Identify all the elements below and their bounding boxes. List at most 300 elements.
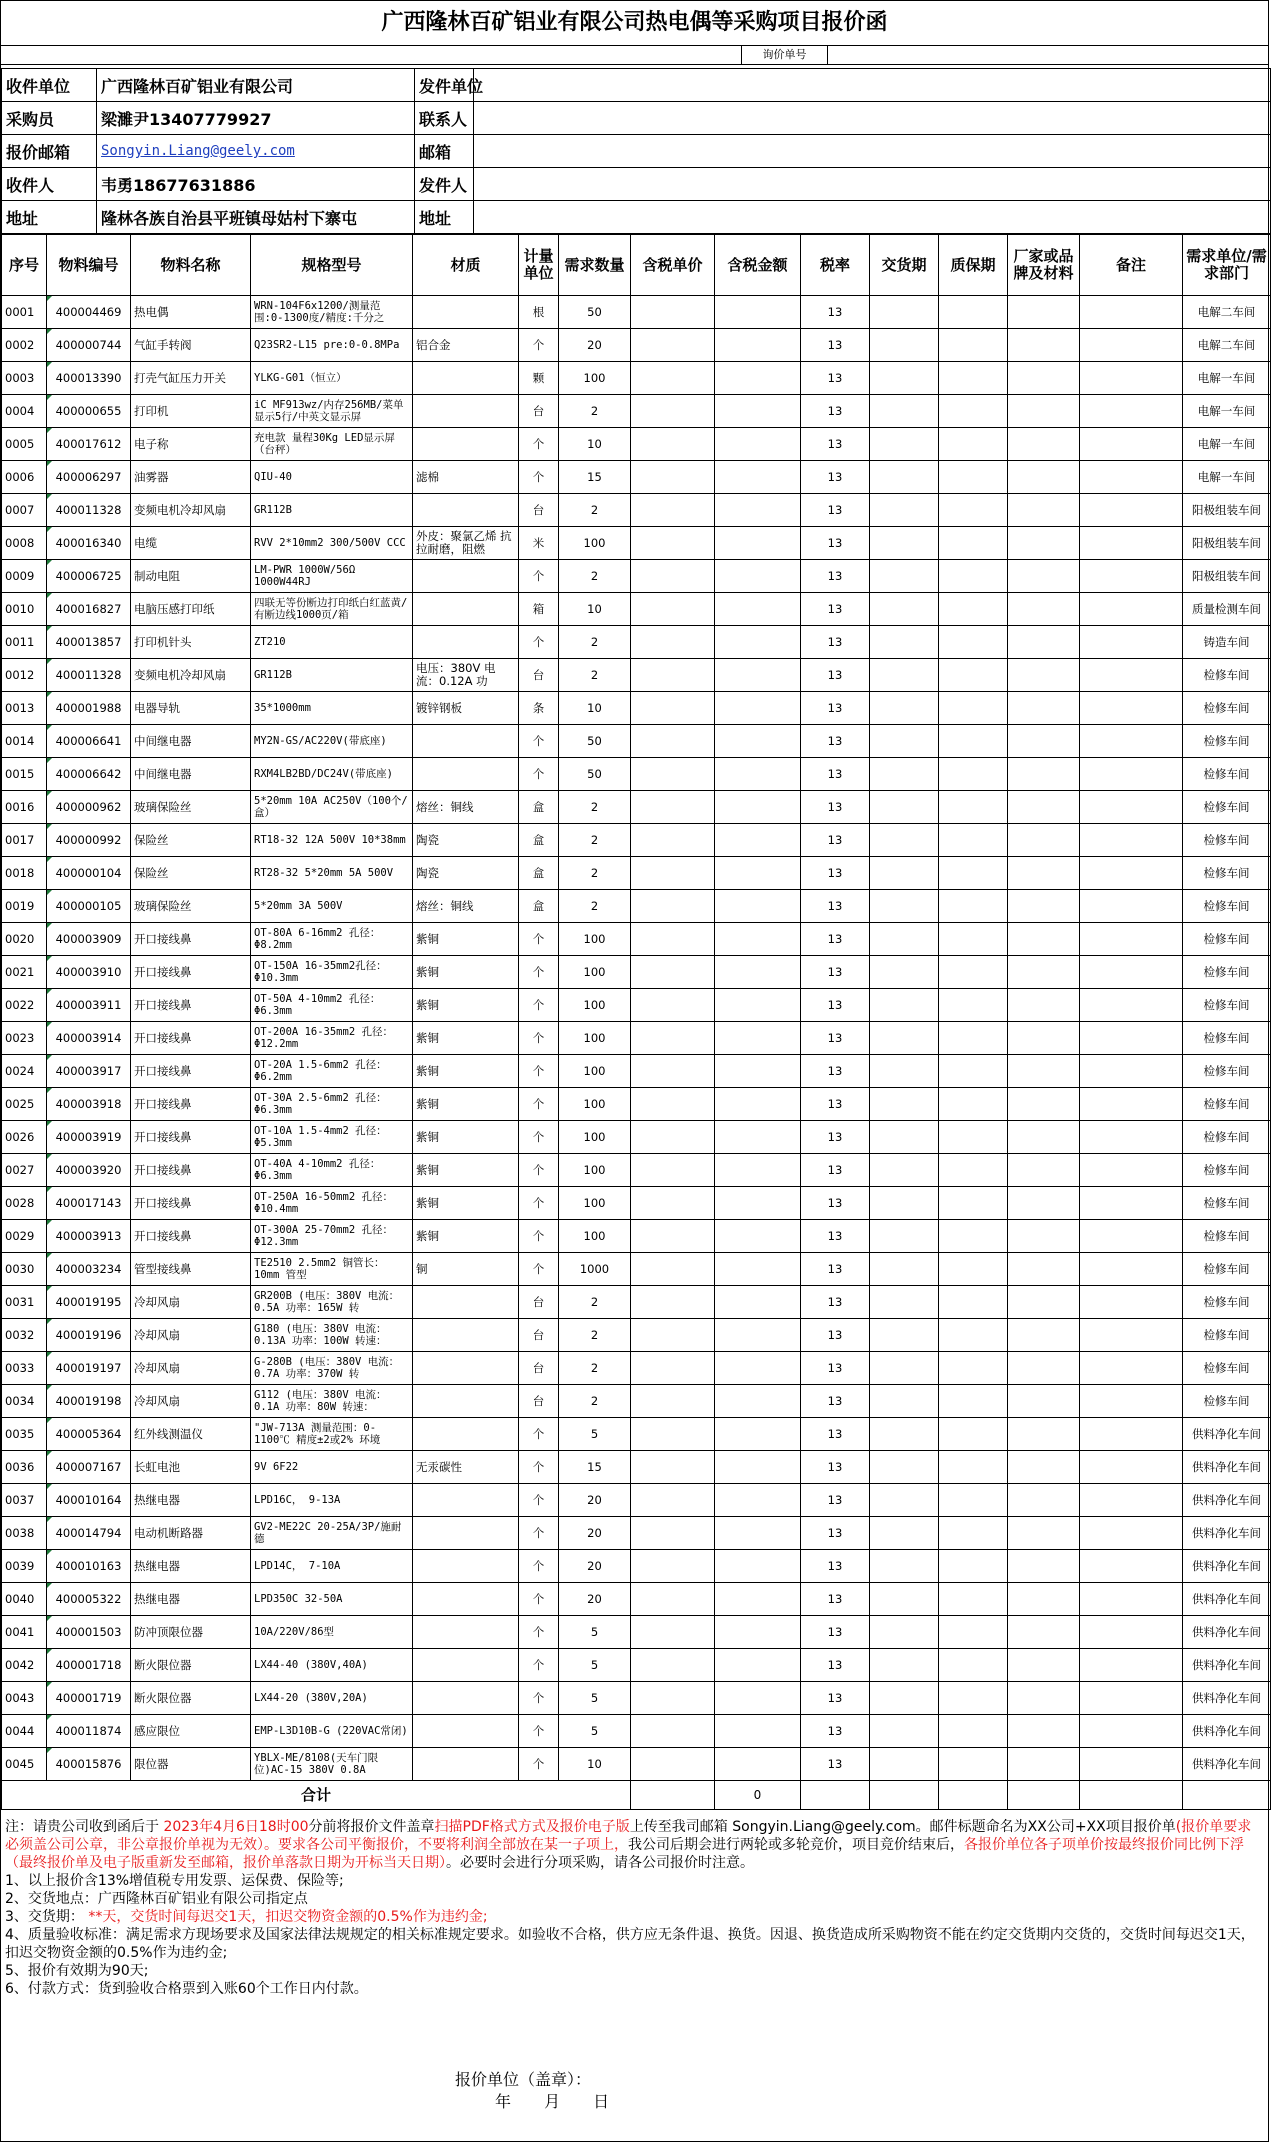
- row-remark[interactable]: [1080, 1286, 1183, 1319]
- row-brand[interactable]: [1008, 659, 1080, 692]
- row-warranty[interactable]: [939, 1121, 1008, 1154]
- row-warranty[interactable]: [939, 527, 1008, 560]
- row-amount[interactable]: [715, 626, 801, 659]
- row-unit-price[interactable]: [631, 857, 715, 890]
- row-brand[interactable]: [1008, 758, 1080, 791]
- row-amount[interactable]: [715, 1418, 801, 1451]
- row-seq: 0020: [2, 923, 47, 956]
- row-warranty[interactable]: [939, 824, 1008, 857]
- row-brand[interactable]: [1008, 857, 1080, 890]
- row-brand[interactable]: [1008, 1187, 1080, 1220]
- row-warranty[interactable]: [939, 593, 1008, 626]
- row-unit-price[interactable]: [631, 362, 715, 395]
- row-brand[interactable]: [1008, 1352, 1080, 1385]
- row-warranty[interactable]: [939, 1187, 1008, 1220]
- row-delivery[interactable]: [870, 1616, 939, 1649]
- row-brand[interactable]: [1008, 956, 1080, 989]
- row-brand[interactable]: [1008, 329, 1080, 362]
- row-remark[interactable]: [1080, 1055, 1183, 1088]
- row-unit-price[interactable]: [631, 1286, 715, 1319]
- row-amount[interactable]: [715, 527, 801, 560]
- row-warranty[interactable]: [939, 296, 1008, 329]
- row-unit-price[interactable]: [631, 1319, 715, 1352]
- row-delivery[interactable]: [870, 1352, 939, 1385]
- row-delivery[interactable]: [870, 1286, 939, 1319]
- row-amount[interactable]: [715, 791, 801, 824]
- row-remark[interactable]: [1080, 428, 1183, 461]
- row-unit-price[interactable]: [631, 1748, 715, 1781]
- row-delivery[interactable]: [870, 659, 939, 692]
- row-amount[interactable]: [715, 1352, 801, 1385]
- row-remark[interactable]: [1080, 725, 1183, 758]
- row-remark[interactable]: [1080, 1121, 1183, 1154]
- row-delivery[interactable]: [870, 1649, 939, 1682]
- row-remark[interactable]: [1080, 1583, 1183, 1616]
- row-warranty[interactable]: [939, 659, 1008, 692]
- row-amount[interactable]: [715, 725, 801, 758]
- row-remark[interactable]: [1080, 1220, 1183, 1253]
- row-amount[interactable]: [715, 296, 801, 329]
- sender-unit-value[interactable]: [474, 69, 1271, 102]
- row-warranty[interactable]: [939, 1418, 1008, 1451]
- row-amount[interactable]: [715, 593, 801, 626]
- row-unit-price[interactable]: [631, 1187, 715, 1220]
- row-amount[interactable]: [715, 659, 801, 692]
- row-material: 镀锌钢板: [413, 692, 519, 725]
- row-quantity: 2: [559, 824, 631, 857]
- row-remark[interactable]: [1080, 1253, 1183, 1286]
- row-unit-price[interactable]: [631, 890, 715, 923]
- row-remark[interactable]: [1080, 494, 1183, 527]
- row-material: 熔丝：铜线: [413, 890, 519, 923]
- row-brand[interactable]: [1008, 923, 1080, 956]
- row-delivery[interactable]: [870, 956, 939, 989]
- row-unit-price[interactable]: [631, 1055, 715, 1088]
- row-amount[interactable]: [715, 395, 801, 428]
- row-unit-price[interactable]: [631, 329, 715, 362]
- row-unit-price[interactable]: [631, 560, 715, 593]
- row-warranty[interactable]: [939, 692, 1008, 725]
- row-amount[interactable]: [715, 890, 801, 923]
- row-brand[interactable]: [1008, 890, 1080, 923]
- row-delivery[interactable]: [870, 296, 939, 329]
- row-seq: 0002: [2, 329, 47, 362]
- row-unit-price[interactable]: [631, 395, 715, 428]
- row-unit-price[interactable]: [631, 296, 715, 329]
- row-brand[interactable]: [1008, 1319, 1080, 1352]
- row-remark[interactable]: [1080, 1187, 1183, 1220]
- row-warranty[interactable]: [939, 1253, 1008, 1286]
- row-unit-price[interactable]: [631, 527, 715, 560]
- row-amount[interactable]: [715, 1253, 801, 1286]
- row-brand[interactable]: [1008, 626, 1080, 659]
- row-brand[interactable]: [1008, 1385, 1080, 1418]
- row-delivery[interactable]: [870, 395, 939, 428]
- row-brand[interactable]: [1008, 593, 1080, 626]
- row-amount[interactable]: [715, 956, 801, 989]
- row-delivery[interactable]: [870, 758, 939, 791]
- row-delivery[interactable]: [870, 1088, 939, 1121]
- row-delivery[interactable]: [870, 791, 939, 824]
- row-amount[interactable]: [715, 1616, 801, 1649]
- row-unit-price[interactable]: [631, 692, 715, 725]
- row-amount[interactable]: [715, 857, 801, 890]
- row-warranty[interactable]: [939, 329, 1008, 362]
- row-unit-price[interactable]: [631, 626, 715, 659]
- row-delivery[interactable]: [870, 1022, 939, 1055]
- row-remark[interactable]: [1080, 1550, 1183, 1583]
- row-warranty[interactable]: [939, 1055, 1008, 1088]
- row-amount[interactable]: [715, 923, 801, 956]
- row-delivery[interactable]: [870, 560, 939, 593]
- row-department: 检修车间: [1183, 1121, 1271, 1154]
- row-warranty[interactable]: [939, 1616, 1008, 1649]
- row-amount[interactable]: [715, 989, 801, 1022]
- row-delivery[interactable]: [870, 890, 939, 923]
- row-delivery[interactable]: [870, 857, 939, 890]
- row-delivery[interactable]: [870, 1187, 939, 1220]
- row-department: 供料净化车间: [1183, 1715, 1271, 1748]
- row-remark[interactable]: [1080, 1088, 1183, 1121]
- row-unit-price[interactable]: [631, 1220, 715, 1253]
- row-delivery[interactable]: [870, 1682, 939, 1715]
- row-amount[interactable]: [715, 1748, 801, 1781]
- row-delivery[interactable]: [870, 1385, 939, 1418]
- table-row: [2, 923, 1271, 956]
- contact-value[interactable]: [474, 102, 1271, 135]
- row-delivery[interactable]: [870, 1451, 939, 1484]
- row-unit-price[interactable]: [631, 428, 715, 461]
- row-delivery[interactable]: [870, 1121, 939, 1154]
- notes-section: [1, 1810, 1268, 1998]
- row-remark[interactable]: [1080, 857, 1183, 890]
- row-delivery[interactable]: [870, 626, 939, 659]
- table-row: [2, 362, 1271, 395]
- row-unit-price[interactable]: [631, 1682, 715, 1715]
- row-remark[interactable]: [1080, 296, 1183, 329]
- row-amount[interactable]: [715, 362, 801, 395]
- row-remark[interactable]: [1080, 659, 1183, 692]
- row-remark[interactable]: [1080, 1616, 1183, 1649]
- row-warranty[interactable]: [939, 791, 1008, 824]
- row-warranty[interactable]: [939, 461, 1008, 494]
- row-unit-price[interactable]: [631, 1418, 715, 1451]
- row-unit-price[interactable]: [631, 956, 715, 989]
- inquiry-number-value[interactable]: [827, 46, 1268, 64]
- row-amount[interactable]: [715, 1154, 801, 1187]
- row-unit-price[interactable]: [631, 1385, 715, 1418]
- row-brand[interactable]: [1008, 1286, 1080, 1319]
- row-remark[interactable]: [1080, 1451, 1183, 1484]
- row-warranty[interactable]: [939, 725, 1008, 758]
- address2-label: 地址: [415, 201, 474, 234]
- row-remark[interactable]: [1080, 560, 1183, 593]
- row-warranty[interactable]: [939, 1583, 1008, 1616]
- row-brand[interactable]: [1008, 725, 1080, 758]
- row-amount[interactable]: [715, 1121, 801, 1154]
- row-delivery[interactable]: [870, 362, 939, 395]
- row-warranty[interactable]: [939, 890, 1008, 923]
- row-seq: 0014: [2, 725, 47, 758]
- row-warranty[interactable]: [939, 1748, 1008, 1781]
- row-unit-price[interactable]: [631, 989, 715, 1022]
- row-brand[interactable]: [1008, 989, 1080, 1022]
- row-remark[interactable]: [1080, 1154, 1183, 1187]
- row-remark[interactable]: [1080, 626, 1183, 659]
- row-warranty[interactable]: [939, 395, 1008, 428]
- row-delivery[interactable]: [870, 1154, 939, 1187]
- row-brand[interactable]: [1008, 1517, 1080, 1550]
- row-warranty[interactable]: [939, 626, 1008, 659]
- row-brand[interactable]: [1008, 1451, 1080, 1484]
- row-unit-price[interactable]: [631, 1451, 715, 1484]
- row-unit-price[interactable]: [631, 791, 715, 824]
- row-amount[interactable]: [715, 461, 801, 494]
- row-remark[interactable]: [1080, 1319, 1183, 1352]
- row-brand[interactable]: [1008, 494, 1080, 527]
- row-remark[interactable]: [1080, 1517, 1183, 1550]
- row-material: [413, 1286, 519, 1319]
- row-brand[interactable]: [1008, 1055, 1080, 1088]
- row-brand[interactable]: [1008, 1682, 1080, 1715]
- row-warranty[interactable]: [939, 362, 1008, 395]
- row-brand[interactable]: [1008, 395, 1080, 428]
- row-brand[interactable]: [1008, 791, 1080, 824]
- row-brand[interactable]: [1008, 1649, 1080, 1682]
- row-delivery[interactable]: [870, 593, 939, 626]
- row-remark[interactable]: [1080, 956, 1183, 989]
- row-amount[interactable]: [715, 428, 801, 461]
- row-brand[interactable]: [1008, 527, 1080, 560]
- row-warranty[interactable]: [939, 1484, 1008, 1517]
- row-brand[interactable]: [1008, 428, 1080, 461]
- row-brand[interactable]: [1008, 1550, 1080, 1583]
- row-brand[interactable]: [1008, 296, 1080, 329]
- row-delivery[interactable]: [870, 527, 939, 560]
- row-unit-price[interactable]: [631, 1550, 715, 1583]
- row-amount[interactable]: [715, 824, 801, 857]
- row-remark[interactable]: [1080, 758, 1183, 791]
- row-brand[interactable]: [1008, 1616, 1080, 1649]
- row-delivery[interactable]: [870, 494, 939, 527]
- row-warranty[interactable]: [939, 494, 1008, 527]
- row-remark[interactable]: [1080, 1748, 1183, 1781]
- row-unit-price[interactable]: [631, 1121, 715, 1154]
- row-brand[interactable]: [1008, 1088, 1080, 1121]
- row-delivery[interactable]: [870, 1220, 939, 1253]
- row-amount[interactable]: [715, 1517, 801, 1550]
- row-warranty[interactable]: [939, 1286, 1008, 1319]
- row-delivery[interactable]: [870, 1583, 939, 1616]
- mail-value[interactable]: [474, 135, 1271, 168]
- address2-value[interactable]: [474, 201, 1271, 234]
- row-amount[interactable]: [715, 1715, 801, 1748]
- row-unit-price[interactable]: [631, 1352, 715, 1385]
- row-remark[interactable]: [1080, 1715, 1183, 1748]
- row-amount[interactable]: [715, 329, 801, 362]
- row-warranty[interactable]: [939, 1352, 1008, 1385]
- row-unit-price[interactable]: [631, 461, 715, 494]
- row-brand[interactable]: [1008, 1253, 1080, 1286]
- table-row: [2, 1253, 1271, 1286]
- row-brand[interactable]: [1008, 1583, 1080, 1616]
- row-delivery[interactable]: [870, 1517, 939, 1550]
- row-brand[interactable]: [1008, 1220, 1080, 1253]
- row-amount[interactable]: [715, 1319, 801, 1352]
- row-unit-price[interactable]: [631, 1154, 715, 1187]
- row-brand[interactable]: [1008, 692, 1080, 725]
- row-remark[interactable]: [1080, 1385, 1183, 1418]
- row-amount[interactable]: [715, 1682, 801, 1715]
- row-warranty[interactable]: [939, 1022, 1008, 1055]
- row-warranty[interactable]: [939, 560, 1008, 593]
- row-unit-price[interactable]: [631, 923, 715, 956]
- row-amount[interactable]: [715, 1187, 801, 1220]
- row-remark[interactable]: [1080, 527, 1183, 560]
- row-remark[interactable]: [1080, 824, 1183, 857]
- row-delivery[interactable]: [870, 1253, 939, 1286]
- row-amount[interactable]: [715, 1385, 801, 1418]
- row-delivery[interactable]: [870, 1319, 939, 1352]
- row-remark[interactable]: [1080, 593, 1183, 626]
- row-amount[interactable]: [715, 692, 801, 725]
- row-delivery[interactable]: [870, 725, 939, 758]
- row-unit-price[interactable]: [631, 1583, 715, 1616]
- row-delivery[interactable]: [870, 923, 939, 956]
- row-amount[interactable]: [715, 1286, 801, 1319]
- row-unit-price[interactable]: [631, 593, 715, 626]
- row-warranty[interactable]: [939, 1517, 1008, 1550]
- row-remark[interactable]: [1080, 1484, 1183, 1517]
- row-remark[interactable]: [1080, 329, 1183, 362]
- row-remark[interactable]: [1080, 362, 1183, 395]
- row-warranty[interactable]: [939, 1715, 1008, 1748]
- row-amount[interactable]: [715, 1220, 801, 1253]
- row-amount[interactable]: [715, 1055, 801, 1088]
- row-brand[interactable]: [1008, 1715, 1080, 1748]
- row-amount[interactable]: [715, 1484, 801, 1517]
- row-amount[interactable]: [715, 1583, 801, 1616]
- row-brand[interactable]: [1008, 362, 1080, 395]
- row-delivery[interactable]: [870, 824, 939, 857]
- row-unit-price[interactable]: [631, 659, 715, 692]
- row-brand[interactable]: [1008, 1748, 1080, 1781]
- row-unit-price[interactable]: [631, 1649, 715, 1682]
- row-delivery[interactable]: [870, 1748, 939, 1781]
- row-unit-price[interactable]: [631, 1517, 715, 1550]
- row-brand[interactable]: [1008, 1121, 1080, 1154]
- row-delivery[interactable]: [870, 692, 939, 725]
- row-warranty[interactable]: [939, 1220, 1008, 1253]
- row-warranty[interactable]: [939, 758, 1008, 791]
- row-remark[interactable]: [1080, 923, 1183, 956]
- row-warranty[interactable]: [939, 989, 1008, 1022]
- row-brand[interactable]: [1008, 1418, 1080, 1451]
- row-remark[interactable]: [1080, 1682, 1183, 1715]
- row-warranty[interactable]: [939, 1088, 1008, 1121]
- row-amount[interactable]: [715, 1550, 801, 1583]
- row-unit-price[interactable]: [631, 1616, 715, 1649]
- row-unit-price[interactable]: [631, 1715, 715, 1748]
- row-unit-price[interactable]: [631, 758, 715, 791]
- row-remark[interactable]: [1080, 461, 1183, 494]
- row-warranty[interactable]: [939, 1550, 1008, 1583]
- row-delivery[interactable]: [870, 461, 939, 494]
- row-warranty[interactable]: [939, 1451, 1008, 1484]
- row-warranty[interactable]: [939, 1649, 1008, 1682]
- row-unit-price[interactable]: [631, 1253, 715, 1286]
- row-unit-price[interactable]: [631, 824, 715, 857]
- row-remark[interactable]: [1080, 890, 1183, 923]
- row-brand[interactable]: [1008, 1154, 1080, 1187]
- row-delivery[interactable]: [870, 1550, 939, 1583]
- row-seq: 0006: [2, 461, 47, 494]
- row-warranty[interactable]: [939, 1319, 1008, 1352]
- row-brand[interactable]: [1008, 461, 1080, 494]
- row-amount[interactable]: [715, 1649, 801, 1682]
- row-brand[interactable]: [1008, 560, 1080, 593]
- row-delivery[interactable]: [870, 329, 939, 362]
- row-unit-price[interactable]: [631, 1022, 715, 1055]
- row-unit-price[interactable]: [631, 1484, 715, 1517]
- row-brand[interactable]: [1008, 1022, 1080, 1055]
- row-amount[interactable]: [715, 1088, 801, 1121]
- document-title: 广西隆林百矿铝业有限公司热电偶等采购项目报价函: [1, 1, 1268, 46]
- row-delivery[interactable]: [870, 989, 939, 1022]
- row-warranty[interactable]: [939, 1154, 1008, 1187]
- row-unit-price[interactable]: [631, 725, 715, 758]
- row-remark[interactable]: [1080, 1649, 1183, 1682]
- row-amount[interactable]: [715, 758, 801, 791]
- row-remark[interactable]: [1080, 692, 1183, 725]
- row-department: 检修车间: [1183, 1154, 1271, 1187]
- row-warranty[interactable]: [939, 923, 1008, 956]
- row-department: 检修车间: [1183, 725, 1271, 758]
- sender-value[interactable]: [474, 168, 1271, 201]
- row-delivery[interactable]: [870, 1418, 939, 1451]
- row-material: 紫铜: [413, 1022, 519, 1055]
- row-delivery[interactable]: [870, 1055, 939, 1088]
- row-remark[interactable]: [1080, 1418, 1183, 1451]
- row-warranty[interactable]: [939, 1682, 1008, 1715]
- row-remark[interactable]: [1080, 1352, 1183, 1385]
- row-amount[interactable]: [715, 560, 801, 593]
- row-brand[interactable]: [1008, 824, 1080, 857]
- row-spec: WRN-104F6x1200/测量范围:0-1300度/精度:千分之: [251, 296, 413, 329]
- row-amount[interactable]: [715, 1022, 801, 1055]
- row-warranty[interactable]: [939, 1385, 1008, 1418]
- email-link[interactable]: Songyin.Liang@geely.com: [97, 135, 415, 168]
- row-remark[interactable]: [1080, 395, 1183, 428]
- row-warranty[interactable]: [939, 857, 1008, 890]
- row-remark[interactable]: [1080, 989, 1183, 1022]
- row-remark[interactable]: [1080, 1022, 1183, 1055]
- row-remark[interactable]: [1080, 791, 1183, 824]
- row-quantity: 20: [559, 1583, 631, 1616]
- row-material-code: 400016827: [47, 593, 131, 626]
- row-delivery[interactable]: [870, 428, 939, 461]
- row-unit-price[interactable]: [631, 494, 715, 527]
- row-amount[interactable]: [715, 494, 801, 527]
- row-warranty[interactable]: [939, 956, 1008, 989]
- row-brand[interactable]: [1008, 1484, 1080, 1517]
- row-warranty[interactable]: [939, 428, 1008, 461]
- row-amount[interactable]: [715, 1451, 801, 1484]
- row-delivery[interactable]: [870, 1484, 939, 1517]
- row-delivery[interactable]: [870, 1715, 939, 1748]
- row-unit-price[interactable]: [631, 1088, 715, 1121]
- signature-block: [455, 2069, 609, 2113]
